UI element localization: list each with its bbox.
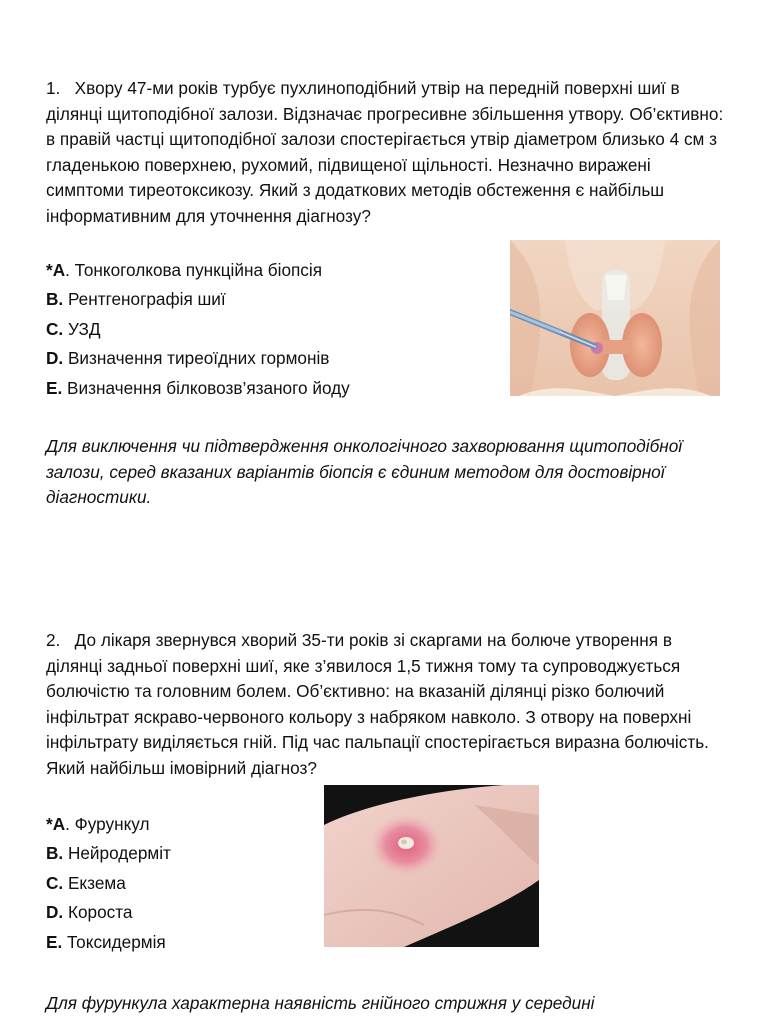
- answer-text: Токсидермія: [62, 931, 166, 952]
- question-1-answers: [46, 256, 506, 403]
- answer-key: D.: [46, 348, 64, 369]
- question-2-text: До лікаря звернувся хворий 35-ти років зі скаргами на болюче утворення в ділянці задньої поверхні шиї, яке з’явилося 1,5 тижня тому та супроводжується болючістю та головним болем. Об’єктивно: на вказаній ділянці різко болючий інфільтрат яскраво-червоного кольору з набряком навколо. З отвору на поверхні інфільтрату виділяється гній. Під час пальпації спостерігається виразна болючість. Який найбільш імовірний діагноз?: [46, 630, 709, 778]
- answer-text: Визначення тиреоїдних гормонів: [63, 348, 330, 369]
- answer-option: [46, 344, 506, 373]
- answer-key: E.: [46, 931, 63, 952]
- answer-text: УЗД: [63, 318, 101, 339]
- answer-text: . Фурункул: [65, 814, 150, 834]
- answer-text: Визначення білковозв’язаного йоду: [62, 377, 350, 398]
- answer-key: C.: [46, 872, 64, 893]
- question-2-number: 2.: [46, 630, 61, 650]
- answer-text: Короста: [63, 902, 133, 923]
- answer-key: B.: [46, 289, 64, 310]
- answer-key: C.: [46, 318, 64, 339]
- explanation-2: Для фурункула характерна наявність гнійного стрижня у середині: [46, 993, 595, 1013]
- question-1-text: Хвору 47-ми років турбує пухлиноподібний утвір на передній поверхні шиї в ділянці щитоподібної залози. Відзначає прогресивне збільшення утвору. Об’єктивно: в правій частці щитоподібної залози спостерігається утвір діаметром близько 4 см з гладенькою поверхнею, рухомий, підвищеної щільності. Незначно виражені симптоми тиреотоксикозу. Який з додаткових методів обстеження є найбільш інформативним для уточнення діагнозу?: [46, 78, 724, 226]
- answer-key: B.: [46, 843, 64, 864]
- furuncle-photo: [324, 785, 539, 947]
- answer-key: E.: [46, 377, 63, 398]
- answer-option: [46, 256, 506, 285]
- answer-option: [46, 285, 506, 314]
- question-1-number: 1.: [46, 78, 61, 98]
- answer-key: *A: [46, 260, 66, 280]
- answer-text: Рентгенографія шиї: [63, 289, 226, 310]
- answer-option: [46, 315, 506, 344]
- answer-option: [46, 374, 506, 403]
- explanation-1: Для виключення чи підтвердження онкологічного захворювання щитоподібної залози, серед вказаних варіантів біопсія є єдиним методом для достовірної діагностики.: [46, 436, 683, 508]
- answer-text: . Тонкоголкова пункційна біопсія: [65, 260, 323, 280]
- answer-text: Екзема: [63, 872, 126, 893]
- answer-key: D.: [46, 902, 64, 923]
- question-2: [46, 628, 726, 782]
- answer-text: Нейродерміт: [63, 843, 171, 864]
- thyroid-biopsy-illustration: [510, 240, 720, 396]
- question-1: [46, 76, 726, 230]
- answer-key: *A: [46, 814, 66, 834]
